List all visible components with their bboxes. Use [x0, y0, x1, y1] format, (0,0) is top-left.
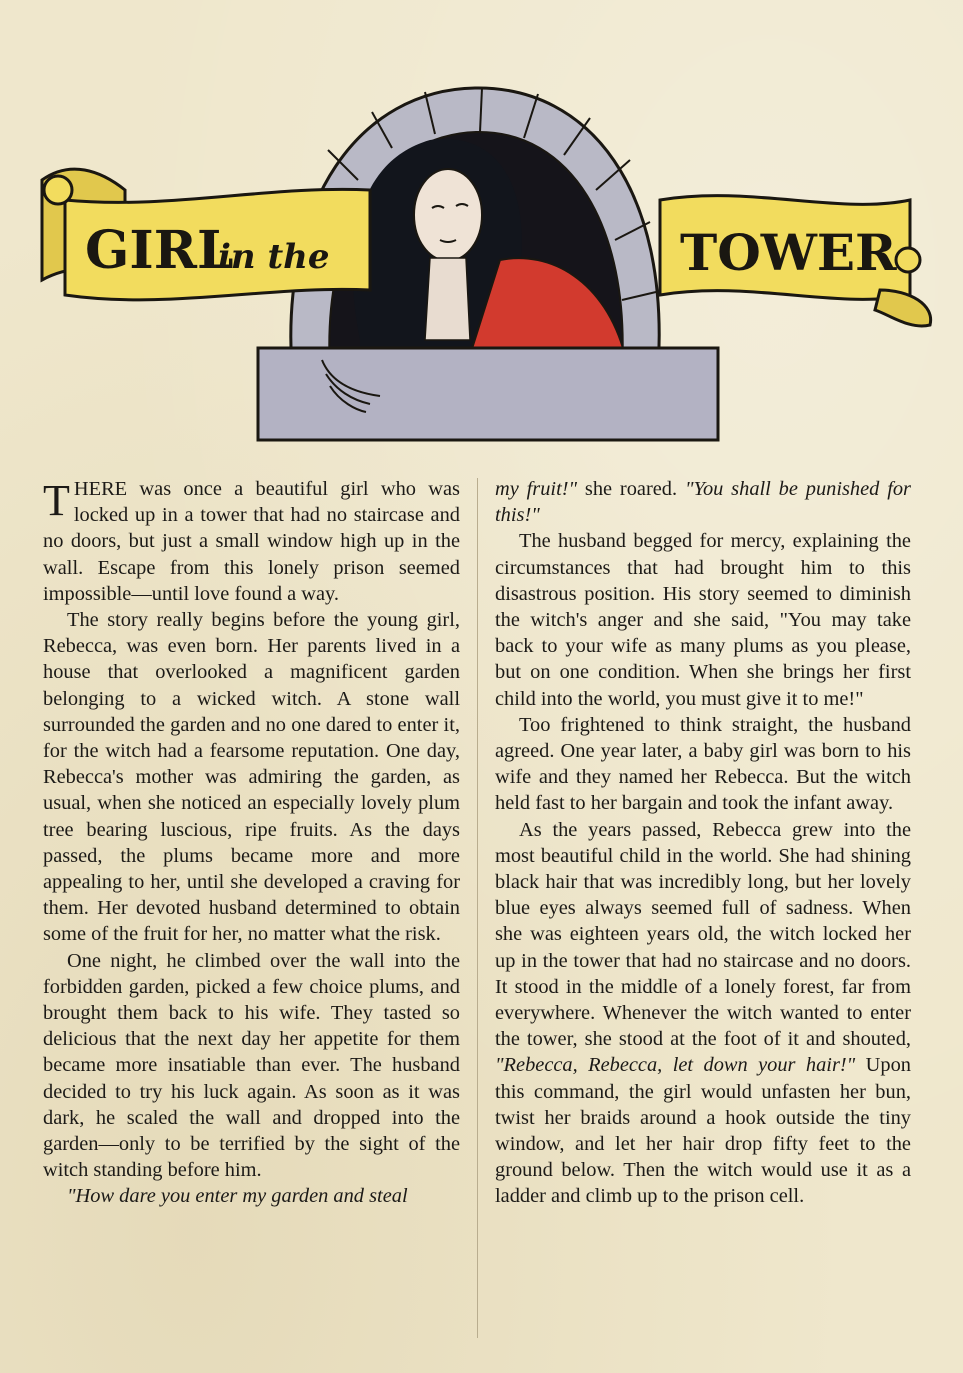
window-sill-icon — [258, 348, 718, 440]
story-paragraph: The husband begged for mercy, explaining the circumstances that had brought him to this disastrous position. His story seemed to diminish the witch's anger and she said, "You may take back to your wife as many plums as you please, but on one condition. When she brings her first child into the world, you must give it to me!" — [495, 530, 911, 710]
title-illustration — [30, 40, 940, 460]
column-divider — [477, 478, 478, 1338]
story-paragraph: One night, he climbed over the wall into the forbidden garden, picked a few choice plums, and brought them back to his wife. They tasted so delicious that the next day her appetite for them became more insatiable than ever. The husband decided to try his luck again. As soon as it was dark, he scaled the wall and dropped into the garden—only to be terrified by the sight of the witch standing before him. — [43, 949, 460, 1182]
story-paragraph: "How dare you enter my garden and steal — [67, 1185, 408, 1208]
story-right-column — [495, 476, 911, 1210]
left-title-banner — [42, 169, 370, 300]
story-paragraph: THERE was once a beautiful girl who was locked up in a tower that had no staircase and no doors, but just a small window high up in the wall. Escape from this lonely prison seemed impossible—until love found a way. — [43, 476, 460, 605]
story-paragraph: Too frightened to think straight, the husband agreed. One year later, a baby girl was born to his wife and they named her Rebecca. But the witch held fast to her bargain and took the infant away. — [495, 713, 911, 815]
story-paragraph: As the years passed, Rebecca grew into the most beautiful child in the world. She had shining black hair that was incredibly long, but her lovely blue eyes always seemed full of sadness. When she was eighteen years old, the witch locked her up in the tower that had no staircase and no doors. It stood in the middle of a lonely forest, far from everywhere. Whenever the witch wanted to enter the tower, she stood at the foot of it and shouted, "Rebecca, Rebecca, let down your hair!" Upon this command, the girl would unfasten her bun, twist her braids around a hook outside the tiny window, and let her hair drop fifty feet to the ground below. Then the witch would use it as a ladder and climb up to the prison cell. — [495, 818, 911, 1208]
right-title-banner — [660, 196, 931, 326]
story-left-column — [43, 476, 460, 1210]
story-paragraph: The story really begins before the young girl, Rebecca, was even born. Her parents lived in a house that overlooked a magnificent garden belonging to a wicked witch. A stone wall surrounded the garden and no one dared to enter it, for the witch had a fearsome reputation. One day, Rebecca's mother was admiring the garden, as usual, when she noticed an especially lovely plum tree bearing luscious, ripe fruits. As the days passed, the plums became more and more appealing to her, until she developed a craving for them. Her devoted husband determined to obtain some of the fruit for her, no matter what the risk. — [43, 609, 460, 946]
title-girl: GIRL — [85, 220, 234, 281]
title-tower: TOWER — [680, 223, 897, 282]
title-in-the: in the — [218, 237, 330, 277]
drop-cap: T — [43, 476, 70, 525]
story-paragraph: my fruit!" she roared. "You shall be punished for this!" — [495, 478, 911, 527]
